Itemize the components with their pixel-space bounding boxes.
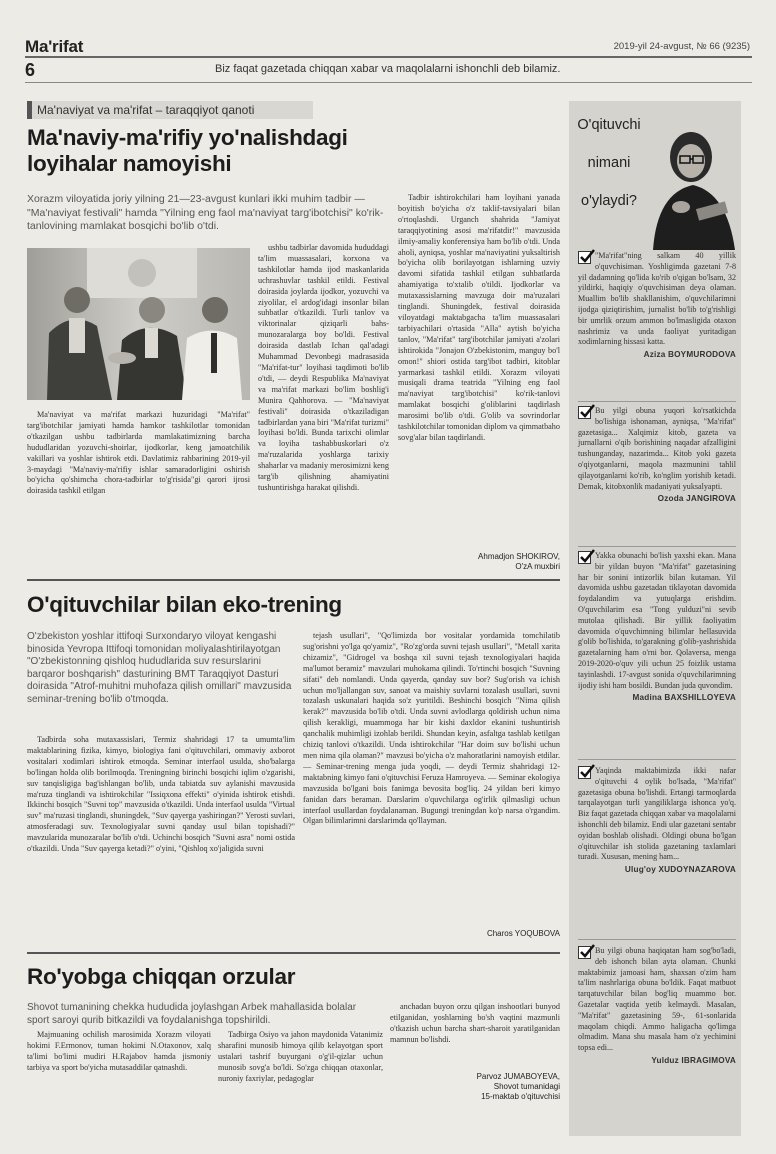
article-1-title-line-1: Ma'naviy-ma'rifiy yo'nalishdagi	[27, 125, 348, 150]
slogan-rule	[25, 82, 752, 83]
article-3-column-1: Majmuaning ochilish marosimida Xorazm viloyati hokimi F.Ermonov, tuman hokimi N.Otaxonov, xalq ta'limi bo'limi mudiri H.Rajabov hamda jismoniy tarbiya va sport bo'yicha mutasaddilar qatnashdi.	[27, 1030, 211, 1072]
article-1-author: Ahmadjon SHOKIROV,	[478, 552, 560, 561]
sidebar-title	[569, 115, 649, 211]
article-1-author-role: O'zA muxbiri	[515, 562, 560, 571]
teacher-illustration	[647, 125, 739, 250]
sidebar-title-line-1: O'qituvchi	[577, 117, 641, 133]
letter-divider	[578, 401, 736, 402]
article-2-title: O'qituvchilar bilan eko-trening	[27, 592, 342, 617]
article-2-column-2: tejash usullari", "Qo'limizda bor vositalar yordamida tomchilatib sug'orishni yo'lga qo'yamiz", "Ro'zg'orda suvni tejash usullari", "Metall xarita chizamiz", "Gidrogel va boshqa xil suvni tejash texnologiyalari haqida ma'lumot beramiz" mavzulari muhokama qilindi. To'rtinchi bosqich "Suvning sifati" deb nomlandi. Unda qayerda, qanday suv bor? Sug'orish va ichish uchun mo'ljallangan suv, sanoat va maishiy suvlarni tozalash usullari, suvni tozalash uskunalari haqida so'z yuritildi. Beshinchi bosqich "Nima qilish kerak?" mavzusida bo'lib o'tdi. Unda suvni avlodlarga qoldirish uchun nima qilish kerakligi, muammoga har bir kishi daxldor ekanini tushuntirish qanchalik muhimligi izohlab berildi. Shundan keyin, asfaltga tashlab ketilgan chiziq tanlovi o'tkazildi. Unda ishtirokchilar "Har doim suv bo'lishi uchun men nima qila olaman?" mavzusi bo'yicha o'z mahoratlarini namoyish etdilar. — Seminar-trening menga juda yoqdi, — deydi Termiz shahridagi 12-maktabning kimyo fani o'qituvchisi Feruza Hamroyeva. — Seminar ekologiya mavzusida bo'lgani bois fanimga bevosita bog'liq. 24 yildan beri kimyo fanidan dars beraman. Darslarim o'quvchilarga og'irlik qilmasligi uchun interfaol usullardan foydalanaman. Bugungi treningdan ko'p narsa o'rgandim. Olgan bilimlarimni darslarimda qo'llayman.	[303, 631, 560, 826]
letter-divider	[578, 939, 736, 940]
article-1-lead: Xorazm viloyatida joriy yilning 21—23-avgust kunlari ikki muhim tadbir — "Ma'naviyat festivali" hamda "Yilning eng faol ma'naviyat targ'ibotchisi" ko'rik-tanlovining mamlakat bosqichi bo'lib o'tdi.	[27, 193, 384, 232]
article-1-title	[27, 125, 348, 177]
article-3-author-role-2: 15-maktab o'qituvchisi	[481, 1092, 560, 1101]
page-number: 6	[25, 60, 36, 80]
checkbox-icon	[578, 946, 591, 959]
letter-3	[578, 551, 736, 704]
article-3-title: Ro'yobga chiqqan orzular	[27, 964, 296, 989]
teacher-photo	[647, 125, 739, 250]
letter-5	[578, 946, 736, 1067]
article-1-rubric: Ma'naviyat va ma'rifat – taraqqiyot qanoti	[27, 101, 313, 119]
letter-2	[578, 406, 736, 505]
letter-1-text: "Ma'rifat"ning salkam 40 yillik o'quvchisiman. Yoshligimda gazetani 7-8 yil dadamning qo'lida ko'rib o'qigan bo'lsam, 32 yildirki, haqiqiy o'quvchisiman deya olaman. Muallim bo'lib shakllanishim, o'quvchilarimni ijodga qiziqtirishim, jurnalist bo'lib to'g'rishligi bir umrlik orzum ammon bo'lmasligida otaxon nashrimiz va unda faoliyat yuritadigan xodimlarning hissasi katta.	[578, 251, 736, 347]
sidebar	[569, 101, 741, 1136]
award-ceremony-photo	[27, 248, 250, 400]
masthead-rule	[25, 56, 752, 58]
article-2-lead: O'zbekiston yoshlar ittifoqi Surxondaryo viloyat kengashi binosida Yevropa Ittifoqi tomonidan moliyalashtirilayotgan "O'zbekistonning qishloq hududlarida suv resurslarini barqaror boshqarish" dasturining BMT Taraqqiyot Dasturi doirasida "Atrof-muhitni muhofaza qilish omillari" mavzusida seminar-trening bo'lib o'tmoqda.	[27, 631, 292, 705]
article-2-author: Charos YOQUBOVA	[486, 929, 560, 938]
slogan: Biz faqat gazetada chiqqan xabar va maqolalarni ishonchli deb bilamiz.	[215, 63, 561, 75]
article-1-byline	[398, 552, 560, 572]
letter-1	[578, 251, 736, 361]
article-1-column-3: Tadbir ishtirokchilari ham loyihani yanada boyitish bo'yicha o'z taklif-tavsiyalari bilan o'rtoqlashdi. Urganch shahrida "Jamiyat taraqqiyotining asosi ma'rifatdir!" mavzusida ilmiy-amaliy konferensiya ham bo'lib o'tdi. Unda aholi, ayniqsa, yoshlar ma'naviyatini yuksaltirish bo'yicha olib borilayotgan ishlarning uzviy davomi sifatida tashkil etilgan suhbatlarda ahamiyatiga to'xtalib o'tildi. Ijodkorlar va mutaxassislarning mavzuga doir ma'ruzalari tinglandi. Shuningdek, festival doirasida viloyatdagi maktabgacha ta'lim muassasalari tarbiyachilari o'rtasida "Alla" aytish bo'yicha tanlov, "Ma'rifat" targ'ibotchilar jamiyati a'zolari ishtirokida "Jonajon O'zbekistonim, manguy bo'l omon!" shiori ostida targ'ibot tadbiri, kitoblar yarmarkasi tashkil etildi. Xorazm viloyati musiqali drama teatrida "Yilning eng faol ma'naviyat targ'ibotchisi" ko'rik-tanlovi mamlakat bosqichi g'oliblarini taqdirlash marosimi bo'lib o'tdi. G'olib va sovrindorlar tashkilotchilar tomonidan diplom va qimmatbaho sovg'alar bilan taqdirlandi.	[398, 193, 560, 442]
sidebar-title-line-3: o'ylaydi?	[581, 193, 637, 209]
article-3-column-2: Tadbirga Osiyo va jahon maydonida Vatanimiz sharafini munosib himoya qilib kelayotgan sport ustalari tashrif buyurgani o'g'il-qizlar uchun munosib sovg'a bo'ldi. So'zga chiqqan otaxonlar, nuroniy faxriylar, pedagoglar	[218, 1030, 383, 1083]
article-1-title-line-2: loyihalar namoyishi	[27, 151, 232, 176]
letter-divider	[578, 759, 736, 760]
article-divider-1	[27, 579, 560, 581]
checkbox-icon	[578, 766, 591, 779]
article-1-photo	[27, 248, 250, 400]
checkbox-icon	[578, 406, 591, 419]
masthead-logo: Ma'rifat	[25, 37, 84, 56]
article-3-author-role-1: Shovot tumanidagi	[493, 1082, 560, 1091]
letter-4-author: Ulug'oy XUDOYNAZAROVA	[624, 865, 736, 875]
letter-divider	[578, 546, 736, 547]
letter-4-text: Yaqinda maktabimizda ikki nafar o'qituvchi 4 oylik bo'lsada, "Ma'rifat" gazetasiga obuna bo'lishdi. Ertangi tarmoqlarda tarqalayotgan turli yangiliklarga ishonca yo'q. Biz faqat gazetada chiqqan xabar va maqolalarni ishonchli deb bilamiz. Endi ular gazetani sentabr oyidan boshlab olishadi. Oldingi obuna bo'lgan o'qituvchilar ish stolida gazetaning taxlamlari turadi. Xususan, mening ham...	[578, 766, 737, 862]
checkbox-icon	[578, 251, 591, 264]
letter-3-author: Madina BAXSHILLOYEVA	[632, 693, 736, 703]
letter-5-text: Bu yilgi obuna haqiqatan ham sog'bo'ladi, deb ishonch bilan ayta olaman. Chunki maktabimiz jamoasi ham, shaxsan o'zim ham ta'lim nashrlariga obuna bo'ldik. Faqat matbuot tarqatuvchilar bilan bog'liq muammo bor. Gazetalar vaqtida yetib kelmaydi. Masalan, "Ma'rifat" gazetasining 59-, 61-sonlarida maqolam chiqdi. Ammo haligacha qo'limga olmadim. Mana shu masala ham o'z yechimini topsa edi...	[578, 946, 736, 1053]
article-1-column-1: Ma'naviyat va ma'rifat markazi huzuridagi "Ma'rifat" targ'ibotchilar jamiyati hamda hamkor tashkilotlar tomonidan o'tkazilgan ushbu tadbirlarda mamlakatimizning barcha hududlaridan yozuvchi-shoirlar, ijodkorlar, keng jamoatchilik vakillari va yoshlar ishtirok etdi. Davlatimiz rahbarining 2019-yil 3-maydagi "Ma'naviy-ma'rifiy ishlar samaradorligini oshirish bo'yicha qo'shimcha chora-tadbirlar to'g'risida"gi qarori ijrosi doirasida tashkil etilgan	[27, 410, 250, 496]
article-2-column-1: Tadbirda soha mutaxassislari, Termiz shahridagi 17 ta umumta'lim maktablarining fizika, kimyo, biologiya fani o'qituvchilari, ommaviy axborot vositalari xodimlari ishtirok etmoqda. Seminar interfaol usulda, sho'balarga bo'lingan holda olib borilmoqda. Treningning birinchi bosqichi iqlim o'zgarishi, suv tanqisligiga bag'ishlangan bo'lib, unda tabiatda suv aylanishi mavzusida ma'ruza tinglandi va ishtirokchilar "Issiqxona effekti" o'yinida ishtirok etishdi. Ikkinchi bosqich "Suvni top" mavzusida o'tkazildi. Unda interfaol usulda "Virtual suv" ma'ruzasi tinglandi, shuningdek, "Suv qayerga yashiringan?" Yerosti suvlari, atmosferadagi suv. Texnologiyalar suvni qanday usul bilan topishadi?" mavzularida munozaralar bo'lib o'tdi. Uchinchi bosqich "Suvni asra" nomi ostida o'tkazildi. Unda "Suv qayerga ketadi?" o'yini, "Qishloq xo'jaligida suvni	[27, 735, 295, 854]
letter-4	[578, 766, 736, 876]
article-1-column-2: ushbu tadbirlar davomida hududdagi ta'lim muassasalari, korxona va tashkilotlar hamda ijod maskanlarida uchrashuvlar tashkil etildi. Festival doirasida joylarda ijodkor, yozuvchi va ziyolilar, el ardog'idagi insonlar bilan suhbatlar o'tkazildi. Turli tanlov va viktorinalar qiziqarli bahs-munozaralarga boy bo'ldi. Festival doirasida dastlab Ichan qal'adagi Muhammad Devonbegi madrasasida "Ma'rifat-tur" loyihasi taqdimoti bo'lib o'tdi, — deydi Respublika Ma'naviyat va ma'rifat markazi bo'lim boshlig'i Munira Qahhorova. — "Ma'naviyat festivali" doirasida o'tkaziladigan tadbirlardan yana biri "Ma'rifat turizmi" loyihasi bo'ldi. Bunda tarixchi olimlar va loyiha tashabbuskorlari o'z ma'ruzalarida yoshlarga tarixiy shaharlar va madaniy merosimizni keng targ'ib qilishning ahamiyatini tushuntirishga harakat qilishdi.	[258, 243, 389, 492]
letter-3-text: Yakka obunachi bo'lish yaxshi ekan. Mana bir yildan buyon "Ma'rifat" gazetasining har bir sonini intizorlik bilan kutaman. Yil davomida ushbu gazetadan tiklayotan davomida foydalandim va yutuqlarga erishdim. O'quvchilarim esa "Tong yulduzi"ni sevib mutolaa qilishadi. Bir yillik faoliyatim davomida o'quvchimning bilimlar hellasuvida g'olib bo'lishida, to'garakning g'olib-yashrishida gazetalarning ham o'rni bor. Qolaversa, menga 2019-2020-o'quv yili uchun 25 foizlik ustama tayinlashdi. 17-avgust sonida o'quvchilarimning ijodiy ishi ham bosildi. Bundan juda quvondim.	[578, 551, 736, 690]
letter-2-text: Bu yilgi obuna yuqori ko'rsatkichda bo'lishiga ishonaman, ayniqsa, "Ma'rifat" gazetasiga... Xalqimiz kitob, gazeta va jurnallarni o'qib borishining naqadar afzalligini tushunganday, nazarimda... Kitob yoki gazeta o'qiyotganlarni, maqola mazmunini tahlil qilayotganlarni ko'rib, ko'nglim yorishib ketadi. Demak, kitobxonlik madaniyati yuksalyapti.	[578, 406, 736, 491]
article-3-column-3: anchadan buyon orzu qilgan inshootlari bunyod etilganidan, yoshlarning bo'sh vaqtini mazmunli o'tkazish uchun barcha shart-sharoit yaratilganidan mamnun bo'lishdi.	[390, 1002, 560, 1044]
letter-2-author: Ozoda JANGIROVA	[657, 494, 736, 504]
checkbox-icon	[578, 551, 591, 564]
letter-1-author: Aziza BOYMURODOVA	[643, 350, 736, 360]
sidebar-title-line-2: nimani	[587, 155, 631, 171]
article-divider-2	[27, 952, 560, 954]
article-3-author: Parvoz JUMABOYEVA,	[476, 1072, 560, 1081]
article-3-lead: Shovot tumanining chekka hududida joylashgan Arbek mahallasida bolalar sport saroyi qurib bitkazildi va foydalanishga topshirildi.	[27, 1002, 357, 1026]
letter-5-author: Yulduz IBRAGIMOVA	[651, 1055, 736, 1065]
issue-date: 2019-yil 24-avgust, № 66 (9235)	[613, 41, 750, 52]
article-3-byline	[390, 1072, 560, 1102]
